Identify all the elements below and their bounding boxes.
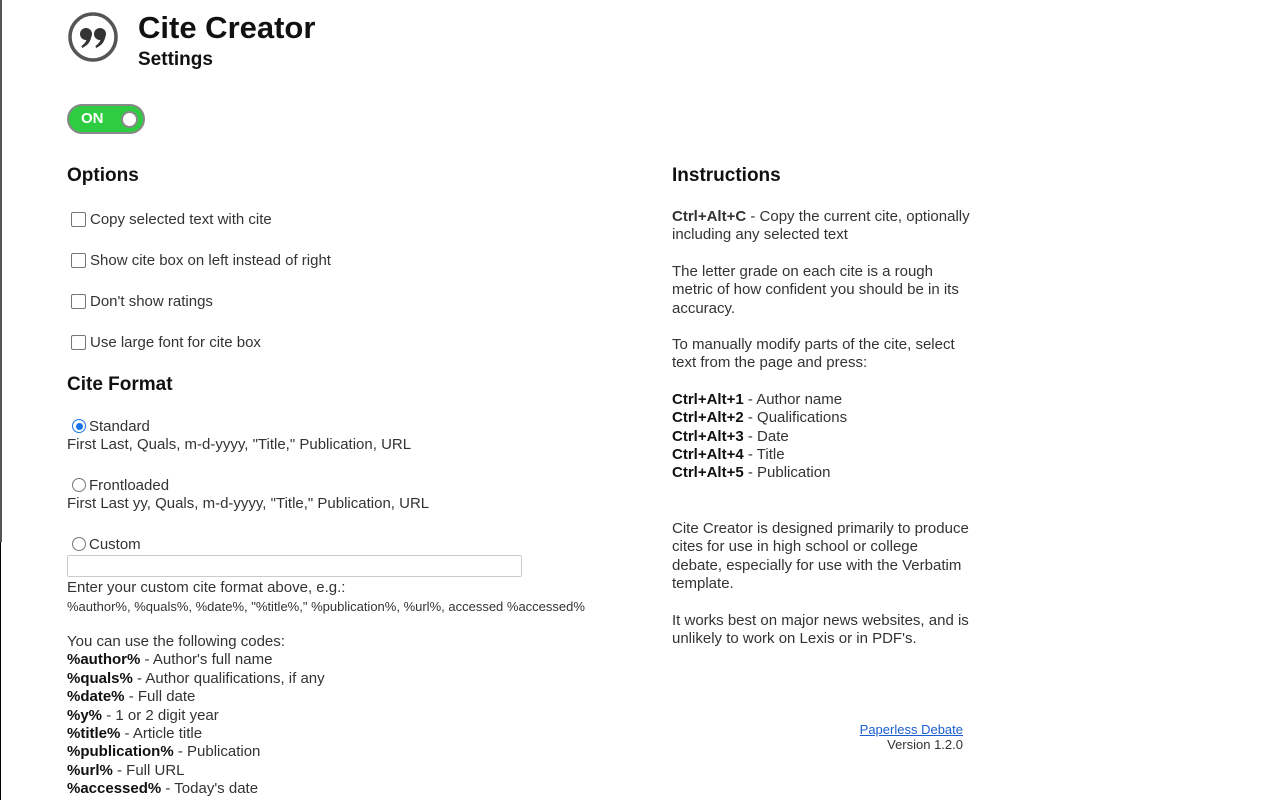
footer bbox=[672, 722, 963, 752]
grade-text: The letter grade on each cite is a rough metric of how confident you should be in its accuracy. bbox=[672, 262, 959, 317]
window-edge-lower bbox=[0, 542, 1, 800]
option-hide-ratings[interactable] bbox=[71, 291, 627, 311]
format-custom[interactable] bbox=[72, 534, 627, 554]
format-frontloaded[interactable] bbox=[72, 475, 627, 495]
custom-hint: Enter your custom cite format above, e.g.: bbox=[67, 579, 346, 596]
options-heading: Options bbox=[67, 165, 139, 186]
shortcut-item: Ctrl+Alt+4 - Title bbox=[672, 446, 785, 464]
option-copy-selected-text[interactable] bbox=[71, 209, 627, 229]
toggle-label: ON bbox=[81, 110, 104, 127]
code-item: %publication% - Publication bbox=[67, 743, 261, 761]
radio-button[interactable] bbox=[72, 419, 86, 433]
page-subtitle: Settings bbox=[138, 49, 213, 70]
code-item: %author% - Author's full name bbox=[67, 651, 273, 669]
code-item: %y% - 1 or 2 digit year bbox=[67, 706, 219, 724]
cite-format-heading: Cite Format bbox=[67, 374, 173, 395]
quote-icon bbox=[67, 11, 119, 63]
works-best-text: It works best on major news websites, and is unlikely to work on Lexis or in PDF's. bbox=[672, 611, 969, 647]
custom-format-input[interactable] bbox=[67, 555, 522, 577]
instructions-heading: Instructions bbox=[672, 165, 781, 186]
code-item: %date% - Full date bbox=[67, 688, 196, 706]
option-cite-box-left[interactable] bbox=[71, 250, 627, 270]
enable-toggle[interactable] bbox=[67, 104, 145, 134]
option-label: Use large font for cite box bbox=[90, 333, 261, 351]
format-label: Standard bbox=[89, 417, 150, 435]
format-label: Frontloaded bbox=[89, 476, 170, 494]
option-label: Copy selected text with cite bbox=[90, 210, 272, 228]
app-title: Cite Creator bbox=[138, 10, 316, 45]
format-example: First Last, Quals, m-d-yyyy, "Title," Publication, URL bbox=[67, 436, 412, 453]
code-item: %title% - Article title bbox=[67, 725, 203, 743]
shortcut-item: Ctrl+Alt+5 - Publication bbox=[672, 464, 831, 482]
page-header bbox=[67, 10, 315, 72]
radio-button[interactable] bbox=[72, 537, 86, 551]
checkbox[interactable] bbox=[71, 212, 86, 227]
about-text: Cite Creator is designed primarily to produce cites for use in high school or college debate, especially for use with the Verbatim template. bbox=[672, 519, 969, 593]
format-example: First Last yy, Quals, m-d-yyyy, "Title," Publication, URL bbox=[67, 495, 430, 512]
option-label: Show cite box on left instead of right bbox=[90, 251, 331, 269]
shortcut-item: Ctrl+Alt+1 - Author name bbox=[672, 390, 843, 408]
instructions-column bbox=[672, 164, 972, 648]
checkbox[interactable] bbox=[71, 335, 86, 350]
format-label: Custom bbox=[89, 535, 141, 553]
window-edge bbox=[0, 0, 2, 542]
option-label: Don't show ratings bbox=[90, 292, 213, 310]
version-text: Version 1.2.0 bbox=[887, 737, 963, 752]
radio-button[interactable] bbox=[72, 478, 86, 492]
checkbox[interactable] bbox=[71, 294, 86, 309]
codes-intro: You can use the following codes: bbox=[67, 633, 285, 650]
custom-example: %author%, %quals%, %date%, "%title%," %publication%, %url%, accessed %accessed% bbox=[67, 599, 585, 614]
shortcut-item: Ctrl+Alt+2 - Qualifications bbox=[672, 409, 848, 427]
modify-text: To manually modify parts of the cite, select text from the page and press: bbox=[672, 336, 955, 372]
format-standard[interactable] bbox=[72, 416, 627, 436]
checkbox[interactable] bbox=[71, 253, 86, 268]
code-item: %accessed% - Today's date bbox=[67, 780, 259, 798]
copy-shortcut-text: Ctrl+Alt+C - Copy the current cite, optionally including any selected text bbox=[672, 208, 970, 244]
paperless-debate-link[interactable]: Paperless Debate bbox=[859, 722, 963, 737]
code-item: %quals% - Author qualifications, if any bbox=[67, 669, 325, 687]
shortcut-item: Ctrl+Alt+3 - Date bbox=[672, 427, 789, 445]
option-large-font[interactable] bbox=[71, 332, 627, 352]
code-item: %url% - Full URL bbox=[67, 761, 185, 779]
toggle-knob bbox=[121, 111, 138, 128]
settings-column bbox=[67, 164, 627, 799]
